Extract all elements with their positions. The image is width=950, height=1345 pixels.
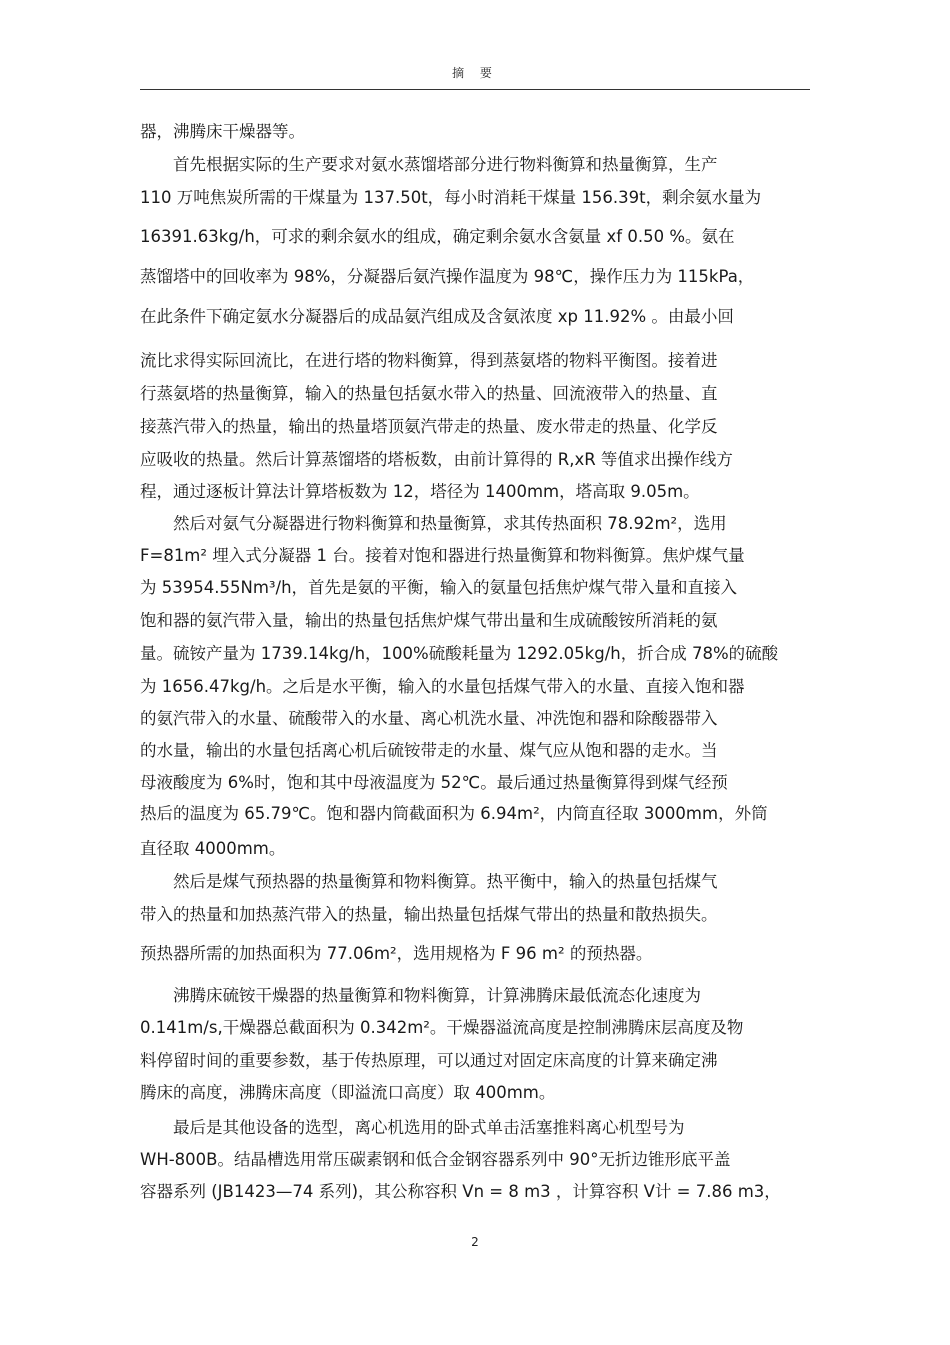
text-line: 直径取 4000mm。 [140, 839, 286, 858]
text-line: 的水量，输出的水量包括离心机后硫铵带走的水量、煤气应从饱和器的走水。当 [140, 741, 718, 760]
page-number: 2 [471, 1235, 479, 1249]
text-line: 首先根据实际的生产要求对氨水蒸馏塔部分进行物料衡算和热量衡算，生产 [140, 155, 718, 174]
text-line: 行蒸氨塔的热量衡算，输入的热量包括氨水带入的热量、回流液带入的热量、直 [140, 384, 718, 403]
text-line: 接蒸汽带入的热量，输出的热量塔顶氨汽带走的热量、废水带走的热量、化学反 [140, 417, 718, 436]
text-line: 容器系列 (JB1423—74 系列)，其公称容积 Vn = 8 m3 ，计算容积 V计 = 7.86 m3， [140, 1182, 781, 1201]
text-line: 然后是煤气预热器的热量衡算和物料衡算。热平衡中，输入的热量包括煤气 [140, 872, 718, 891]
text-line: 蒸馏塔中的回收率为 98%，分凝器后氨汽操作温度为 98℃，操作压力为 115kPa， [140, 267, 755, 286]
text-line: 在此条件下确定氨水分凝器后的成品氨汽组成及含氨浓度 xp 11.92% 。由最小回 [140, 307, 734, 326]
text-line: 为 1656.47kg/h。之后是水平衡，输入的水量包括煤气带入的水量、直接入饱和器 [140, 677, 745, 696]
text-line: 热后的温度为 65.79℃。饱和器内筒截面积为 6.94m²，内筒直径取 3000mm，外筒 [140, 804, 768, 823]
text-line: 带入的热量和加热蒸汽带入的热量，输出热量包括煤气带出的热量和散热损失。 [140, 905, 718, 924]
text-line: 0.141m/s,干燥器总截面积为 0.342m²。干燥器溢流高度是控制沸腾床层高度及物 [140, 1018, 744, 1037]
text-line: 饱和器的氨汽带入量，输出的热量包括焦炉煤气带出量和生成硫酸铵所消耗的氨 [140, 611, 718, 630]
text-line: 流比求得实际回流比，在进行塔的物料衡算，得到蒸氨塔的物料平衡图。接着进 [140, 351, 718, 370]
text-line: 然后对氨气分凝器进行物料衡算和热量衡算，求其传热面积 78.92m²，选用 [140, 514, 727, 533]
text-line: 为 53954.55Nm³/h，首先是氨的平衡，输入的氨量包括焦炉煤气带入量和直接入 [140, 578, 738, 597]
text-line: 应吸收的热量。然后计算蒸馏塔的塔板数，由前计算得的 R,xR 等值求出操作线方 [140, 450, 733, 469]
text-line: WH-800B。结晶槽选用常压碳素钢和低合金钢容器系列中 90°无折边锥形底平盖 [140, 1150, 731, 1169]
text-line: 110 万吨焦炭所需的干煤量为 137.50t，每小时消耗干煤量 156.39t，剩余氨水量为 [140, 188, 762, 207]
text-line: 量。硫铵产量为 1739.14kg/h，100%硫酸耗量为 1292.05kg/h，折合成 78%的硫酸 [140, 644, 779, 663]
text-line: 的氨汽带入的水量、硫酸带入的水量、离心机洗水量、冲洗饱和器和除酸器带入 [140, 709, 718, 728]
text-line: 母液酸度为 6%时，饱和其中母液温度为 52℃。最后通过热量衡算得到煤气经预 [140, 773, 728, 792]
header-rule [140, 89, 810, 90]
text-line: 16391.63kg/h，可求的剩余氨水的组成，确定剩余氨水含氨量 xf 0.50 %。氨在 [140, 227, 735, 246]
text-line: 最后是其他设备的选型，离心机选用的卧式单击活塞推料离心机型号为 [140, 1118, 685, 1137]
text-line: 程，通过逐板计算法计算塔板数为 12，塔径为 1400mm，塔高取 9.05m。 [140, 482, 700, 501]
text-line: 沸腾床硫铵干燥器的热量衡算和物料衡算，计算沸腾床最低流态化速度为 [140, 986, 701, 1005]
text-line: 料停留时间的重要参数，基于传热原理，可以通过对固定床高度的计算来确定沸 [140, 1051, 718, 1070]
text-line: 预热器所需的加热面积为 77.06m²，选用规格为 F 96 m² 的预热器。 [140, 944, 653, 963]
text-line: F=81m² 埋入式分凝器 1 台。接着对饱和器进行热量衡算和物料衡算。焦炉煤气量 [140, 546, 745, 565]
page-header-title: 摘 要 [452, 66, 498, 80]
text-line: 器，沸腾床干燥器等。 [140, 122, 305, 141]
text-line: 腾床的高度，沸腾床高度（即溢流口高度）取 400mm。 [140, 1083, 556, 1102]
